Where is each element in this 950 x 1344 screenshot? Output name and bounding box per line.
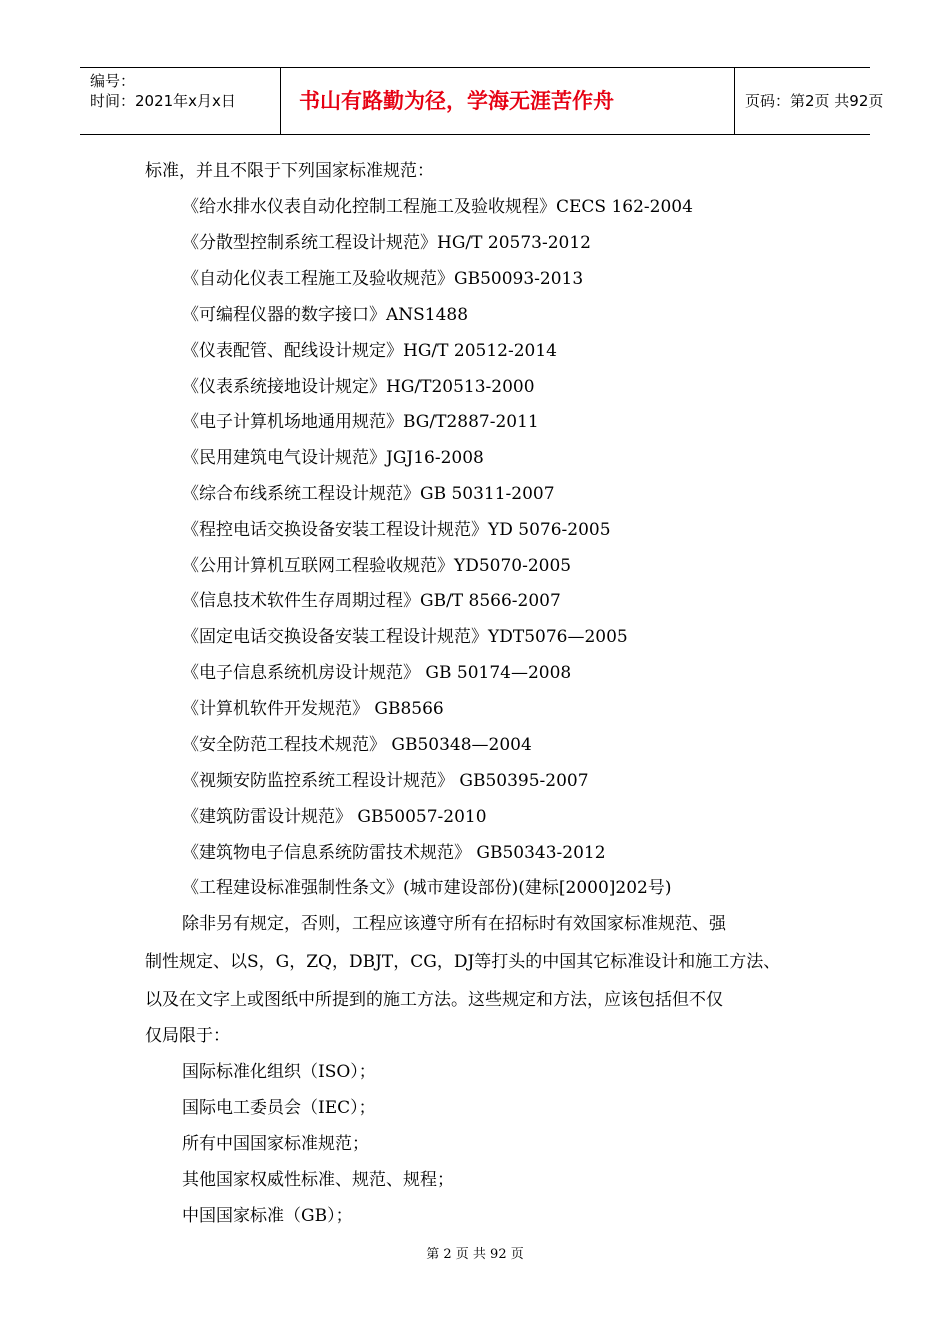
standard-item-18: 《建筑防雷设计规范》 GB50057-2010 xyxy=(182,807,487,827)
paragraph-line-2: 制性规定、以S，G，ZQ，DBJT，CG，DJ等打头的中国其它标准设计和施工方法、 xyxy=(145,952,781,972)
standard-item-14: 《电子信息系统机房设计规范》 GB 50174—2008 xyxy=(182,663,572,683)
organization-item-1: 国际标准化组织（ISO）； xyxy=(182,1062,376,1082)
standard-item-4: 《可编程仪器的数字接口》ANS1488 xyxy=(182,305,469,325)
standard-item-6: 《仪表系统接地设计规定》HG/T20513-2000 xyxy=(182,377,535,397)
standard-item-9: 《综合布线系统工程设计规范》GB 50311-2007 xyxy=(182,484,555,504)
paragraph-line-4: 仅局限于： xyxy=(145,1026,230,1046)
standard-item-10: 《程控电话交换设备安装工程设计规范》YD 5076-2005 xyxy=(182,520,611,540)
paragraph-line-1: 除非另有规定，否则，工程应该遵守所有在招标时有效国家标准规范、强 xyxy=(182,914,726,934)
document-date-label: 时间：2021年x月x日 xyxy=(90,92,236,110)
organization-item-2: 国际电工委员会（IEC）； xyxy=(182,1098,376,1118)
page-header xyxy=(80,67,884,135)
organization-item-3: 所有中国国家标准规范； xyxy=(182,1134,369,1154)
standard-item-20: 《工程建设标准强制性条文》(城市建设部份)(建标[2000]202号) xyxy=(182,878,672,898)
standard-item-5: 《仪表配管、配线设计规定》HG/T 20512-2014 xyxy=(182,341,557,361)
organization-item-5: 中国国家标准（GB）； xyxy=(182,1206,353,1226)
standard-item-3: 《自动化仪表工程施工及验收规范》GB50093-2013 xyxy=(182,269,584,289)
standard-item-15: 《计算机软件开发规范》 GB8566 xyxy=(182,699,444,719)
standard-item-11: 《公用计算机互联网工程验收规范》YD5070-2005 xyxy=(182,556,572,576)
paragraph-line-3: 以及在文字上或图纸中所提到的施工方法。这些规定和方法，应该包括但不仅 xyxy=(145,990,723,1010)
standard-item-16: 《安全防范工程技术规范》 GB50348—2004 xyxy=(182,735,532,755)
document-number-label: 编号： xyxy=(90,72,136,90)
standard-item-8: 《民用建筑电气设计规范》JGJ16-2008 xyxy=(182,448,484,468)
standard-item-2: 《分散型控制系统工程设计规范》HG/T 20573-2012 xyxy=(182,233,591,253)
header-motto: 书山有路勤为径，学海无涯苦作舟 xyxy=(281,68,735,134)
header-page-info: 页码：第2页 共92页 xyxy=(745,92,884,110)
organization-item-4: 其他国家权威性标准、规范、规程； xyxy=(182,1170,454,1190)
standard-item-13: 《固定电话交换设备安装工程设计规范》YDT5076—2005 xyxy=(182,627,628,647)
standard-item-7: 《电子计算机场地通用规范》BG/T2887-2011 xyxy=(182,412,539,432)
standard-item-1: 《给水排水仪表自动化控制工程施工及验收规程》CECS 162-2004 xyxy=(182,197,693,217)
page-footer xyxy=(0,1246,950,1264)
standard-item-12: 《信息技术软件生存周期过程》GB/T 8566-2007 xyxy=(182,591,561,611)
page-number: 第 2 页 共 92 页 xyxy=(426,1247,524,1262)
header-meta xyxy=(80,68,281,134)
standard-item-19: 《建筑物电子信息系统防雷技术规范》 GB50343-2012 xyxy=(182,843,606,863)
standard-item-17: 《视频安防监控系统工程设计规范》 GB50395-2007 xyxy=(182,771,589,791)
body-line-1: 标准，并且不限于下列国家标准规范： xyxy=(145,161,434,181)
